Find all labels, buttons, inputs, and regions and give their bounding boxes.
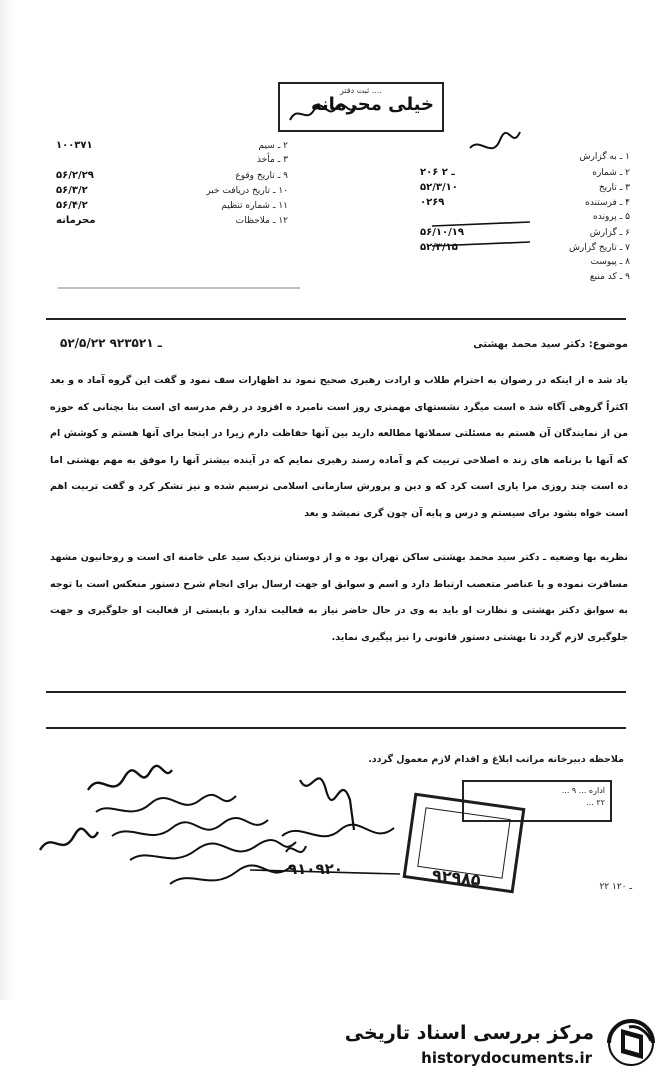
- subject-line: موضوع: دکتر سید محمد بهشتی: [473, 339, 628, 350]
- field-label: ۹ ـ تاریخ وقوع: [235, 171, 288, 181]
- body-paragraph-1: یاد شد ه از اینکه در رضوان به احترام طلاب و ارادت رهبری صحیح نمود ند اظهارات سف نمود و گفت این گروه آماد ه و بعد اکثراً گروهی آگاه شد ه است میگرد نشستهای مهمتری روز است نامبرد ه افزود در رقم مدرسه ای است بنا بچنانی که حوزه من از نمایندگان آن هستم به مسئلتی سملاتها مطالعه دارید بین آنها حفاظت دارم زیرا در اینجا برای آنها هستم و کوشش ام که آنها با برنامه های زند ه اصلاحی تربیت کم و آماده رسند رهبری نمایم که در آینده بیشتر آنها را موفق به مهم بهشتی اما ده است چند روزی مرا یاری است کرد که و دین و پرورش سازمانی اسلامی ترسیم شده و نیز تشکر کرد و گفت تربیت اهم است خواه بشود برای سیستم و درس و پایه آن چون گری نمیشد و بعد: [50, 375, 628, 519]
- field-value: ۵۲/۳/۱۵: [420, 242, 458, 253]
- field-value: ۵۶/۲/۲۹: [56, 170, 94, 181]
- field-label: ۲ ـ شماره: [592, 168, 630, 178]
- classification-stamp-heading: ثبت دفتر ....: [340, 86, 382, 95]
- archive-logo-icon: [603, 1015, 659, 1071]
- field-value: ۵۲/۳/۱۰: [420, 182, 458, 193]
- field-value: ۲۰۶ ـ ۲: [420, 167, 455, 178]
- field-label: ۱۱ ـ شماره تنظیم: [221, 201, 288, 211]
- field-label: ۸ ـ پیوست: [590, 257, 630, 267]
- body-paragraph-2: نظریه بها وضعیه ـ دکتر سید محمد بهشتی ساکن تهران بود ه و از دوستان نزدیک سید علی خامنه ای است و روحانیون مشهد مسافرت نموده و با عناصر متعصب ارتباط دارد و اسم و سوابق او جهت ارسال برای انجام شرح دستور منعکس است با توجه به سوابق دکتر بهشتی و نظارت او باید به وی در حال حاضر نیاز به فعالیت ندارد و بایستی از فعالیت او جلوگیری و جهت جلوگیری لازم گردد تا بهشتی دستور قانونی را نیز پیگیری نماید.: [50, 552, 628, 643]
- field-label: ۱۰ ـ تاریخ دریافت خبر: [206, 186, 288, 196]
- field-value: ۵۶/۳/۲: [56, 185, 88, 196]
- field-value: محرمانه: [56, 215, 96, 226]
- classification-stamp-word: خیلی محرمانه: [310, 94, 434, 115]
- footer-url: historydocuments.ir: [421, 1049, 592, 1067]
- reference-number: ۵۲/۵/۲۲ ـ ۹۲۳۵۲۱: [60, 336, 162, 350]
- field-label: ۵ ـ پرونده: [593, 212, 630, 222]
- field-label: ۹ ـ کد منبع: [589, 272, 630, 282]
- field-label: ۳ ـ مأخذ: [256, 155, 288, 165]
- field-value: ۵۶/۴/۲: [56, 200, 88, 211]
- office-stamp-line: اداره ... ۹ ...: [561, 786, 605, 795]
- archive-number: ۲۲ ـ ۱۲۰: [599, 882, 632, 892]
- field-label: ۱ ـ به گزارش: [579, 152, 630, 162]
- field-label: ۶ ـ گزارش: [589, 228, 630, 238]
- field-label: ۲ ـ سیم: [258, 141, 288, 151]
- office-stamp-line: ۲۲ ...: [586, 798, 605, 807]
- field-label: ۷ ـ تاریخ گزارش: [568, 243, 630, 253]
- handwritten-number: ۹۱۰۹۲۰: [288, 860, 343, 878]
- footer-title: مرکز بررسی اسناد تاریخی: [344, 1022, 594, 1044]
- closing-line: ملاحظه دبیرخانه مراتب ابلاغ و اقدام لازم معمول گردد.: [368, 754, 624, 765]
- field-value: ۵۶/۱۰/۱۹: [420, 227, 464, 238]
- registry-stamp-number: ۹۲۹۸۵: [431, 865, 482, 890]
- field-value: ۰۲۶۹: [420, 197, 445, 208]
- field-label: ۴ ـ فرستنده: [585, 198, 630, 208]
- field-label: ۱۲ ـ ملاحظات: [235, 216, 288, 226]
- field-value: ۱۰۰۳۷۱: [56, 140, 93, 151]
- field-label: ۳ ـ تاریخ: [598, 183, 630, 193]
